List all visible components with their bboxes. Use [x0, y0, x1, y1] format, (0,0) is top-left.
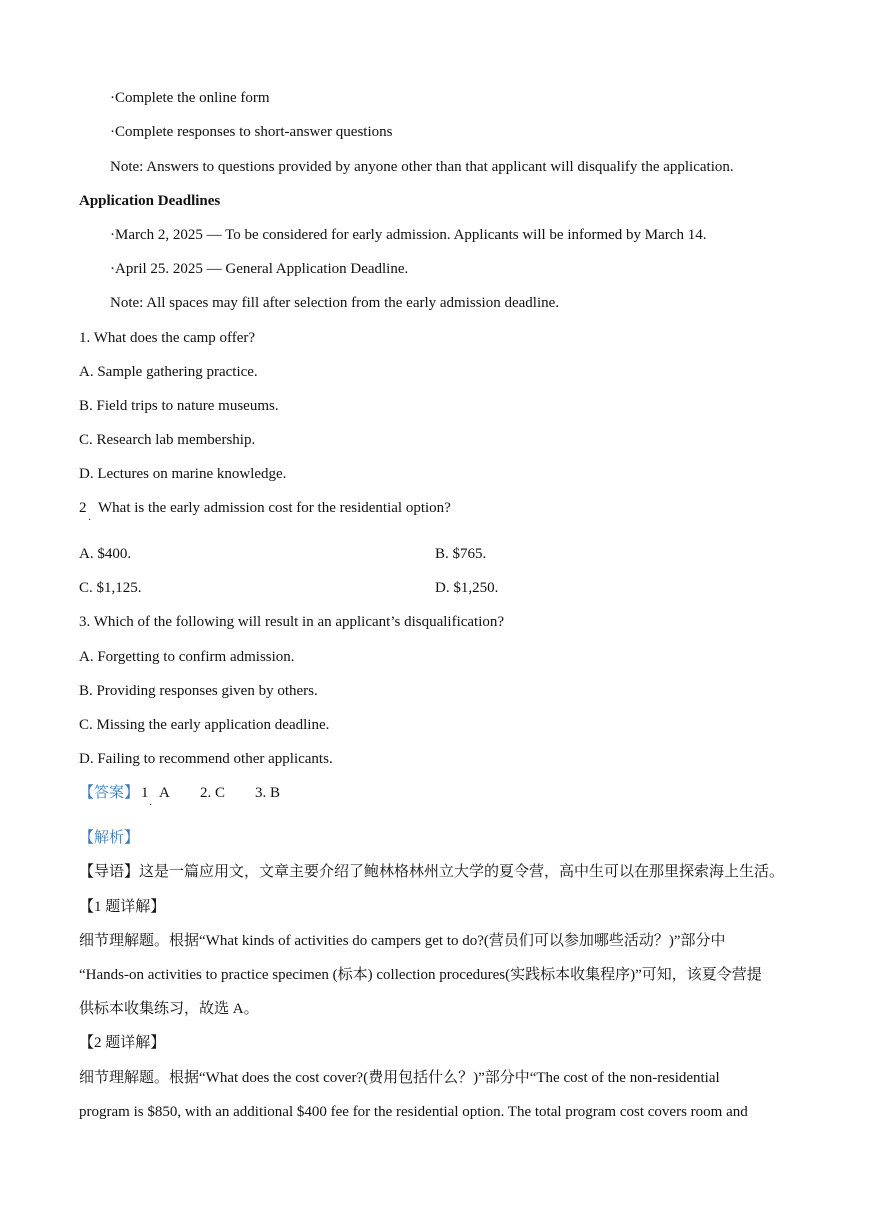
note-spaces: Note: All spaces may fill after selection from the early admission deadline. — [110, 295, 560, 311]
answer-q1-dot: · — [149, 800, 153, 811]
deadline-general: ·April 25. 2025 — General Application Deadline. — [110, 261, 409, 277]
q2-number-dot: · — [88, 515, 92, 526]
answer-q3: 3. B — [255, 785, 281, 801]
q3-option-b: B. Providing responses given by others. — [79, 683, 318, 699]
q2-option-b: B. $765. — [435, 546, 487, 562]
answer-q1: A — [159, 785, 170, 801]
q2-detail-line-1: 细节理解题。根据“What does the cost cover?(费用包括什么？)”部分中“The cost of the non-residential — [79, 1070, 720, 1086]
q1-option-b: B. Field trips to nature museums. — [79, 398, 279, 414]
q3-option-a: A. Forgetting to confirm admission. — [79, 649, 295, 665]
q1-option-c: C. Research lab membership. — [79, 432, 256, 448]
q1-stem: 1. What does the camp offer? — [79, 330, 256, 346]
deadlines-heading: Application Deadlines — [79, 193, 221, 209]
q2-stem: What is the early admission cost for the residential option? — [98, 500, 451, 516]
bullet-online-form: ·Complete the online form — [110, 90, 270, 106]
note-disqualify: Note: Answers to questions provided by anyone other than that applicant will disqualify the application. — [110, 159, 734, 175]
q2-detail-heading: 【2 题详解】 — [79, 1035, 166, 1051]
answer-label: 【答案】 — [79, 785, 140, 801]
q3-stem: 3. Which of the following will result in an applicant’s disqualification? — [79, 614, 505, 630]
analysis-label: 【解析】 — [79, 830, 140, 846]
q1-detail-line-2: “Hands-on activities to practice specimen (标本) collection procedures(实践标本收集程序)”可知，该夏令营提 — [79, 967, 762, 983]
q1-option-d: D. Lectures on marine knowledge. — [79, 466, 287, 482]
q3-option-d: D. Failing to recommend other applicants. — [79, 751, 333, 767]
q1-detail-line-3: 供标本收集练习，故选 A。 — [79, 1001, 259, 1017]
q2-option-d: D. $1,250. — [435, 580, 499, 596]
q1-detail-line-1: 细节理解题。根据“What kinds of activities do campers get to do?(营员们可以参加哪些活动？)”部分中 — [79, 933, 726, 949]
deadline-early: ·March 2, 2025 — To be considered for early admission. Applicants will be informed by March 14. — [110, 227, 707, 243]
q2-number: 2 — [79, 500, 87, 516]
answer-q2: 2. C — [200, 785, 226, 801]
analysis-intro: 【导语】这是一篇应用文，文章主要介绍了鲍林格林州立大学的夏令营，高中生可以在那里探索海上生活。 — [79, 864, 785, 880]
q1-option-a: A. Sample gathering practice. — [79, 364, 258, 380]
q1-detail-heading: 【1 题详解】 — [79, 899, 166, 915]
q2-option-a: A. $400. — [79, 546, 132, 562]
q2-option-c: C. $1,125. — [79, 580, 142, 596]
answer-q1-number: 1 — [141, 785, 149, 801]
q2-detail-line-2: program is $850, with an additional $400 fee for the residential option. The total program cost covers room and — [79, 1104, 748, 1120]
q3-option-c: C. Missing the early application deadline. — [79, 717, 330, 733]
bullet-short-answer: ·Complete responses to short-answer questions — [110, 124, 393, 140]
